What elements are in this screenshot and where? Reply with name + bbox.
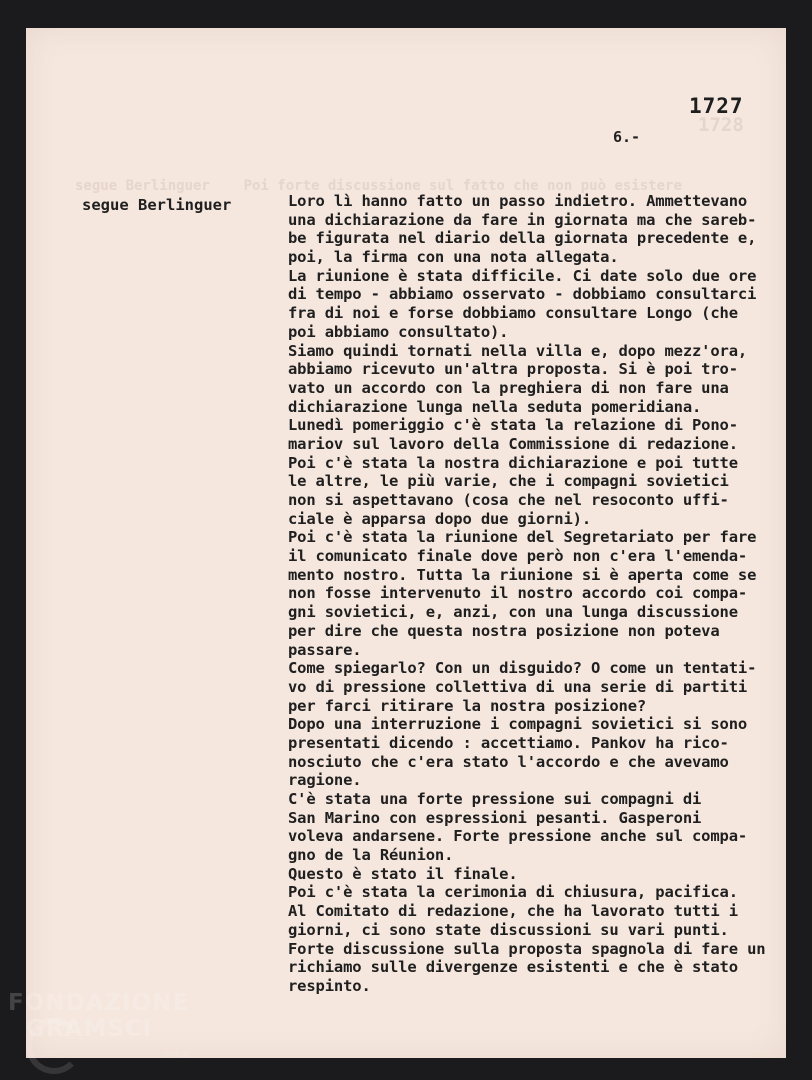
text-line: nosciuto che c'era stato l'accordo e che avevamo — [288, 752, 729, 771]
text-line: Forte discussione sulla proposta spagnola di fare un — [288, 939, 766, 958]
text-line: giorni, ci sono state discussioni su vari punti. — [288, 920, 729, 939]
body-text — [288, 192, 788, 996]
speaker-label: segue Berlinguer — [82, 196, 232, 214]
text-line: non fosse intervenuto il nostro accordo coi compa- — [288, 584, 748, 603]
text-line: Al Comitato di redazione, che ha lavorato tutti i — [288, 902, 738, 921]
text-line: gno de la Réunion. — [288, 846, 454, 865]
text-line: mento nostro. Tutta la riunione si è aperta come se — [288, 565, 757, 584]
text-line: Poi c'è stata la cerimonia di chiusura, pacifica. — [288, 883, 738, 902]
text-line: non si aspettavano (cosa che nel resoconto uffi- — [288, 491, 729, 509]
text-line: dichiarazione lunga nella seduta pomeridiana. — [288, 397, 702, 416]
text-line: passare. — [288, 640, 362, 659]
text-line: mariov sul lavoro della Commissione di redazione. — [288, 434, 738, 453]
section-number: 6.- — [613, 128, 641, 146]
watermark-line-2: GRAMSCI — [26, 1016, 153, 1042]
text-line: per farci ritirare la nostra posizione? — [288, 696, 647, 715]
text-line: poi, la firma con una nota allegata. — [288, 248, 619, 267]
text-line: Poi c'è stata la nostra dichiarazione e poi tutte — [288, 453, 738, 472]
text-line: Questo è stato il finale. — [288, 864, 518, 883]
text-line: Siamo quindi tornati nella villa e, dopo mezz'ora, — [288, 341, 748, 360]
text-line: Come spiegarlo? Con un disguido? O come un tentati- — [288, 659, 757, 678]
text-line: Lunedì pomeriggio c'è stata la relazione di Pono- — [288, 416, 738, 435]
text-line: una dichiarazione da fare in giornata ma che sareb- — [288, 210, 757, 229]
text-line: Loro lì hanno fatto un passo indietro. Ammettevano — [288, 192, 748, 210]
text-line: ciale è apparsa dopo due giorni). — [288, 509, 591, 528]
text-line: poi abbiamo consultato). — [288, 322, 509, 341]
text-line: il comunicato finale dove però non c'era l'emenda- — [288, 547, 748, 566]
text-line: vato un accordo con la preghiera di non fare una — [288, 378, 729, 397]
text-line: voleva andarsene. Forte pressione anche sul compa- — [288, 827, 748, 846]
text-line: Dopo una interruzione i compagni sovietici si sono — [288, 715, 748, 734]
text-line: presentati dicendo : accettiamo. Pankov ha rico- — [288, 733, 729, 752]
text-line: fra di noi e forse dobbiamo consultare Longo (che — [288, 304, 738, 323]
text-line: abbiamo ricevuto un'altra proposta. Si è poi tro- — [288, 360, 738, 379]
text-line: San Marino con espressioni pesanti. Gasperoni — [288, 808, 702, 827]
text-line: richiamo sulle divergenze esistenti e che è stato — [288, 958, 738, 977]
text-line: gni sovietici, e, anzi, con una lunga discussione — [288, 603, 738, 622]
text-line: per dire che questa nostra posizione non poteva — [288, 621, 720, 640]
text-line: be figurata nel diario della giornata precedente e, — [288, 229, 757, 248]
text-line: C'è stata una forte pressione sui compagni di — [288, 790, 702, 808]
text-line: respinto. — [288, 976, 371, 995]
text-line: le altre, le più varie, che i compagni sovietici — [288, 472, 729, 491]
watermark-line-1: FONDAZIONE — [8, 990, 190, 1016]
watermark — [8, 990, 189, 1042]
page-number: 1727 — [689, 94, 744, 118]
text-line: ragione. — [288, 771, 362, 790]
text-line: vo di pressione collettiva di una serie di partiti — [288, 677, 748, 696]
watermark-suffix: onlus — [164, 1050, 189, 1060]
text-line: Poi c'è stata la riunione del Segretariato per fare — [288, 528, 757, 547]
text-line: La riunione è stata difficile. Ci date solo due ore — [288, 266, 757, 285]
text-line: di tempo - abbiamo osservato - dobbiamo consultarci — [288, 285, 757, 304]
